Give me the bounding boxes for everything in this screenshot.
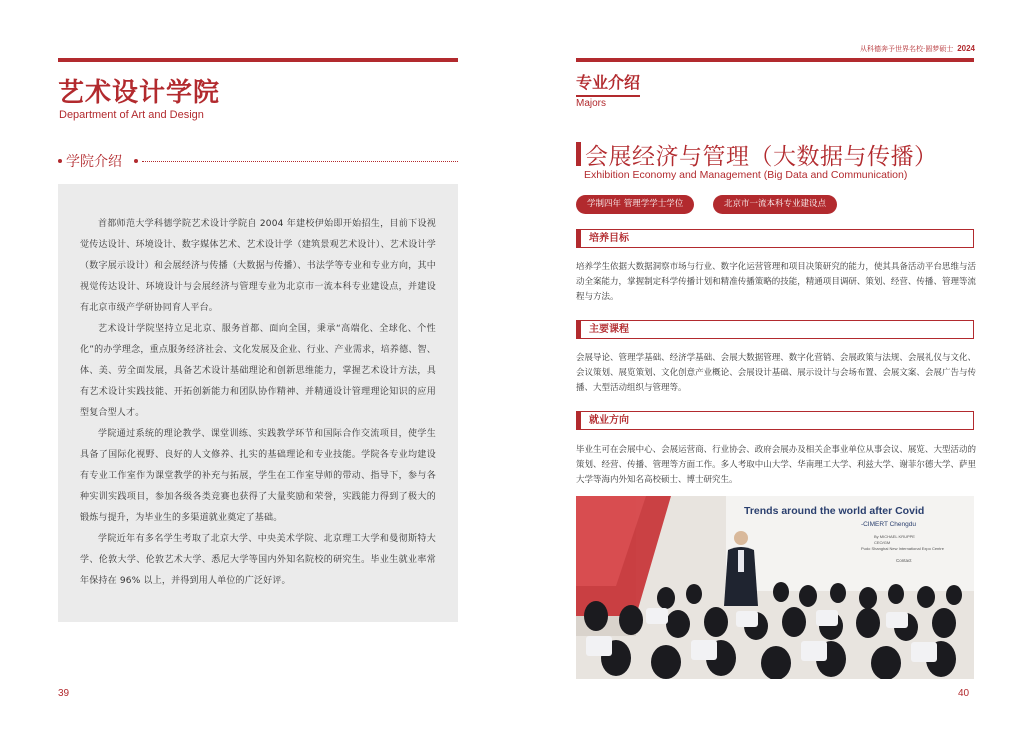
major-name: 会展经济与管理（大数据与传播） <box>585 144 938 170</box>
page-number: 40 <box>958 688 970 699</box>
section-heading-label: 培养目标 <box>589 233 629 244</box>
badge-degree: 学制四年 管理学学士学位 <box>576 195 694 214</box>
section-heading-goals <box>576 229 974 248</box>
left-page <box>0 0 516 738</box>
intro-paragraph: 艺术设计学院坚持立足北京、服务首都、面向全国，秉承“高端化、全球化、个性化”的办学理念，重点服务经济社会、文化发展及企业、行业、产业需求，培养德、智、体、美、劳全面发展，具备艺术设计基础理论和创新思维能力，掌握艺术设计方法，具有艺术设计实践技能、开拓创新能力和团队协作精神、并精通设计管理理论知识的应用型复合型人才。 <box>80 324 436 418</box>
majors-subtitle: Majors <box>576 98 607 109</box>
slide-line: CEO/GM <box>874 540 891 545</box>
right-page <box>516 0 1033 738</box>
section-text-goals: 培养学生依据大数据洞察市场与行业、数字化运营管理和项目决策研究的能力，使其具备活动平台思维与活动全案能力，掌握制定科学传播计划和精准传播策略的技能，精通项目调研、策划、经营、传播、管理等流程与方法。 <box>576 262 976 302</box>
dotted-divider <box>142 161 458 162</box>
running-head <box>860 44 975 54</box>
bullet-dot-icon <box>58 159 62 163</box>
top-rule <box>576 58 974 62</box>
slide-line: Pudo Shanghai New International Expo Centre <box>861 546 944 551</box>
slide-line: By MICHAEL KRUPPE <box>874 534 915 539</box>
intro-text-box <box>58 184 458 622</box>
intro-paragraph: 首都师范大学科德学院艺术设计学院自 2004 年建校伊始即开始招生，目前下设视觉传达设计、环境设计、数字媒体艺术、艺术设计学（建筑景观艺术设计）、艺术设计学（数字展示设计）和会展经济与传播（大数据与传播）、书法学等专业和专业方向，其中视觉传达设计、环境设计与会展经济与管理专业为北京市一流本科专业建设点，并建设有北京市级产学研协同育人平台。 <box>80 219 436 313</box>
section-heading-courses <box>576 320 974 339</box>
top-rule <box>58 58 458 62</box>
slide-title: Trends around the world after Covid <box>744 505 925 517</box>
lecture-photo <box>576 496 974 679</box>
badge-first-class: 北京市一流本科专业建设点 <box>713 195 837 214</box>
majors-title: 专业介绍 <box>576 70 640 97</box>
major-name-english: Exhibition Economy and Management (Big Data and Communication) <box>584 169 908 181</box>
section-mark <box>577 230 581 247</box>
section-text-courses: 会展导论、管理学基础、经济学基础、会展大数据管理、数字化营销、会展政策与法规、会展礼仪与文化、会议策划、展览策划、文化创意产业概论、会展设计基础、展示设计与会场布置、会展文案、会展广告与传播、大型活动组织与管理等。 <box>576 353 976 393</box>
slide-subtitle: -CIMERT Chengdu <box>860 521 916 528</box>
running-head-year: 2024 <box>957 44 975 53</box>
college-subtitle: Department of Art and Design <box>59 109 204 121</box>
intro-paragraph: 学院近年有多名学生考取了北京大学、中央美术学院、北京理工大学和曼彻斯特大学、伦敦大学、伦敦艺术大学、悉尼大学等国内外知名院校的研究生。毕业生就业率常年保持在 96% 以上，并得到用人单位的广泛好评。 <box>80 534 436 586</box>
section-heading-intro <box>58 151 458 171</box>
section-text-careers: 毕业生可在会展中心、会展运营商、行业协会、政府会展办及相关企事业单位从事会议、展览、大型活动的策划、经营、传播、管理等方面工作。多人考取中山大学、华南理工大学、利兹大学、谢菲尔德大学、萨里大学等海内外知名高校硕士、博士研究生。 <box>576 445 976 485</box>
section-heading-careers <box>576 411 974 430</box>
section-mark <box>577 412 581 429</box>
section-heading-label: 就业方向 <box>589 415 629 426</box>
college-title: 艺术设计学院 <box>58 78 221 108</box>
section-heading-label: 主要课程 <box>589 324 629 335</box>
slide-contact: Contact <box>896 558 912 563</box>
page-number: 39 <box>58 688 70 699</box>
section-heading-label: 学院介绍 <box>66 154 122 170</box>
lecture-photo-illustration <box>576 496 974 679</box>
intro-paragraph: 学院通过系统的理论教学、课堂训练、实践教学环节和国际合作交流项目，使学生具备了国际化视野、良好的人文修养、扎实的基础理论和专业技能。学院各专业均建设有专业工作室作为课堂教学的补充与拓展，学生在工作室导师的带动、指导下，参与各种实训实践项目，参加各级各类竞赛也获得了大量奖励和荣誉，实践能力得到了极大的锻炼与提升，为毕业生的多渠道就业奠定了基础。 <box>80 429 436 523</box>
major-accent-bar <box>576 142 581 166</box>
bullet-dot-icon <box>134 159 138 163</box>
running-head-text: 从科德奔予世界名校·圆梦硕士 <box>859 45 954 53</box>
section-mark <box>577 321 581 338</box>
